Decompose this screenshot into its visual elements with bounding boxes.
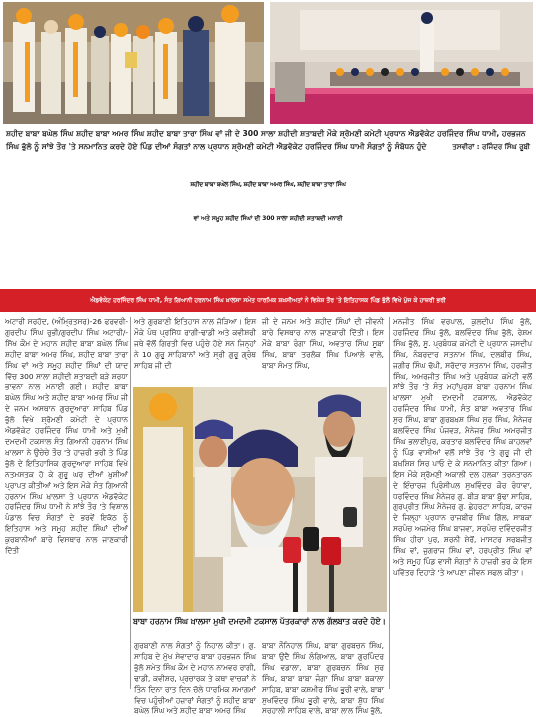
column-4-text: ਮਨਜੀਤ ਸਿੰਘ ਵਰਪਾਲ, ਕੁਲਦੀਪ ਸਿੰਘ ਭੁੱਲੋ, ਹਰਜਿੰਦਰ ਸਿੰਘ ਭੁੱਲੋ, ਬਲਵਿੰਦਰ ਸਿੰਘ ਭੁੱਲੋ, ਰੇਸ਼ਮ ਸਿੰਘ ਭੁੱਲੋ, ਸੂ. ਪ੍ਰਬੰਧਕ ਕਮੇਟੀ ਦੇ ਪ੍ਰਧਾਨ ਜਸਦੀਪ ਸਿੰਘ, ਨੰਬਰਦਾਰ ਸਤਨਾਮ ਸਿੰਘ, ਦਲਬੀਰ ਸਿੰਘ, ਜਗੀਰ ਸਿੰਘ ਢੱਪੀ, ਸਰੋਦਾਰ ਸਤਨਾਮ ਸਿੰਘ, ਹਰਜੀਤ ਸਿੰਘ, ਅਮਰਜੀਤ ਸਿੰਘ ਅਤੇ ਪ੍ਰਬੰਧਕ ਕਮੇਟੀ ਵਲੋਂ ਸਾਂਝੇ ਤੌਰ 'ਤੇ ਸੰਤ ਮਹਾਂਪੁਰਸ਼ ਬਾਬਾ ਹਰਨਾਮ ਸਿੰਘ ਖ਼ਾਲਸਾ ਮੁਖੀ ਦਮਦਮੀ ਟਕਸਾਲ, ਐਡਵੋਕੇਟ ਹਰਜਿੰਦਰ ਸਿੰਘ ਧਾਮੀ, ਸੰਤ ਬਾਬਾ ਅਵਤਾਰ ਸਿੰਘ ਸੁਰ ਸਿੰਘ, ਬਾਬਾ ਗੁਰਬਖ਼ਸ਼ ਸਿੰਘ ਸੁਰ ਸਿੰਘ, ਮੈਨੇਜਰ ਬਲਵਿੰਦਰ ਸਿੰਘ ਪੰਜਵੜ, ਮੈਨੇਜਰ ਸਿੰਘ ਅਮਰਜੀਤ ਸਿੰਘ ਭਲਾਈਪੁਰ, ਕਰਤਾਰ ਬਲਵਿੰਦਰ ਸਿੰਘ ਕਾਹਲਵਾਂ ਨੂੰ ਪਿੰਡ ਵਾਸੀਆਂ ਵਲੋਂ ਸਾਂਝੇ ਤੌਰ 'ਤੇ ਗੁਰੂ ਜੀ ਦੀ ਬਖ਼ਸ਼ਿਸ਼ ਸਿਰ ਪਾਓ ਦੇ ਕੇ ਸਨਮਾਨਿਤ ਕੀਤਾ ਗਿਆ। ਇਸ ਮੌਕੇ ਸ਼੍ਰੋਮਣੀ ਅਕਾਲੀ ਦਲ ਹਲਕਾ ਤਰਨਤਾਰਨ ਦੇ ਇੰਚਾਰਜ ਪ੍ਰਿੰਸੀਪਲ ਸੁਖਵਿੰਦਰ ਕੌਰ ਰੰਧਾਵਾ, ਧਰਵਿੰਦਰ ਸਿੰਘ ਮੈਨੇਜਰ ਗੁ. ਬੀੜ ਬਾਬਾ ਬੁੱਢਾ ਸਾਹਿਬ, ਗੁਰਪ੍ਰੀਤ ਸਿੰਘ ਮੈਨੇਜਰ ਗੁ. ਛੇਹਰਟਾ ਸਾਹਿਬ, ਕਾਰਜ ਦੇ ਜਿਲ੍ਹਾ ਪ੍ਰਧਾਨ ਰਾਜਬੀਰ ਸਿੰਘ ਗਿੱਲ, ਸਾਬਕਾ ਸਰਪੰਚ ਅਜਮੇਰ ਸਿੰਘ ਬਾਜਵਾ, ਸਰਪੰਚ ਦਵਿੰਦਰਜੀਤ ਸਿੰਘ ਹੀਰਾ ਪੁਰ, ਸ਼ਰਨੀ ਸ਼ੇਰੋਂ, ਮਾਸਟਰ ਸਰਬਜੀਤ ਸਿੰਘ ਵਾਂ, ਜੁਗਰਾਜ ਸਿੰਘ ਵਾਂ, ਹਰਪ੍ਰੀਤ ਸਿੰਘ ਵਾਂ ਅਤੇ ਸਮੂਹ ਪਿੰਡ ਵਾਸੀ ਸੰਗਤਾਂ ਨੇ ਹਾਜ਼ਰੀ ਭਰ ਕੇ ਇਸ ਪਵਿੱਤਰ ਦਿਹਾੜੇ 'ਤੇ ਆਪਣਾ ਜੀਵਨ ਸਫਲ ਕੀਤਾ। bbox=[393, 317, 532, 577]
photo-credit: ਤਸਵੀਰਾਂ : ਰਜਿੰਦਰ ਸਿੰਘ ਰੂਬੀ bbox=[452, 142, 530, 151]
column-divider bbox=[130, 317, 131, 689]
headline-line-2: ਵਾਂ ਅਤੇ ਸਮੂਹ ਸ਼ਹੀਦ ਸਿੰਘਾਂ ਦੀ 300 ਸਾਲਾ ਸ਼ਹੀਦੀ ਸ਼ਤਾਬਦੀ ਮਨਾਈ bbox=[193, 216, 343, 222]
caption-text: ਸ਼ਹੀਦ ਬਾਬਾ ਬਘੇਲ ਸਿੰਘ ਸ਼ਹੀਦ ਬਾਬਾ ਅਮਰ ਸਿੰਘ ਸ਼ਹੀਦ ਬਾਬਾ ਤਾਰਾ ਸਿੰਘ ਵਾਂ ਜੀ ਦੇ 300 ਸਾਲਾ ਸ਼ਹੀਦੀ ਸ਼ਤਾਬਦੀ ਮੌਕੇ ਸ਼੍ਰੋਮਣੀ ਕਮੇਟੀ ਪ੍ਰਧਾਨ ਐਡਵੋਕੇਟ ਹਰਜਿੰਦਰ ਸਿੰਘ ਧਾਮੀ, ਹਰਭਜਨ ਸਿੰਘ ਭੁੱਲੋ ਨੂੰ ਸਾਂਝੇ ਤੌਰ 'ਤੇ ਸਨਮਾਨਿਤ ਕਰਦੇ ਹੋਏ ਪਿੰਡ ਦੀਆਂ ਸੰਗਤਾਂ ਨਾਲ ਪ੍ਰਧਾਨ ਸ਼੍ਰੋਮਣੀ ਕਮੇਟੀ ਐਡਵੋਕੇਟ ਹਰਜਿੰਦਰ ਸਿੰਘ ਧਾਮੀ ਸੰਗਤਾਂ ਨੂੰ ਸੰਬੋਧਨ ਹੁੰਦੇ bbox=[6, 129, 526, 151]
headline-line-1: ਸ਼ਹੀਦ ਬਾਬਾ ਬਘੇਲ ਸਿੰਘ, ਸ਼ਹੀਦ ਬਾਬਾ ਅਮਰ ਸਿੰਘ, ਸ਼ਹੀਦ ਬਾਬਾ ਤਾਰਾ ਸਿੰਘ bbox=[190, 181, 346, 188]
article-column-3-bottom bbox=[262, 641, 384, 716]
photo-honoring-ceremony bbox=[3, 2, 264, 124]
article-column-4 bbox=[393, 317, 532, 692]
article-column-3-top bbox=[262, 317, 384, 383]
column-divider-right bbox=[389, 317, 390, 689]
subheadline-bar bbox=[0, 289, 536, 312]
column-2-bottom-text: ਗੁਰਬਾਣੀ ਨਾਲ ਸੰਗਤਾਂ ਨੂੰ ਨਿਹਾਲ ਕੀਤਾ। ਗੁ. ਸਾਹਿਬ ਦੇ ਮੁੱਖ ਸੇਵਾਦਾਰ ਬਾਬਾ ਹਰਭਜਨ ਸਿੰਘ ਭੁੱਲੋ ਸਮੇਤ ਸਿੰਘ ਕੌਮ ਦੇ ਮਹਾਨ ਨਾਮਵਰ ਰਾਗੀ, ਢਾਡੀ, ਕਵੀਸ਼ਰ, ਪ੍ਰਚਾਰਕ ਤੇ ਕਥਾ ਵਾਚਕਾਂ ਨੇ ਤਿੰਨ ਦਿਨਾ ਰਾਤ ਦਿਨ ਚੱਲੇ ਧਾਰਮਿਕ ਸਮਾਗਮਾਂ ਵਿਚ ਪਹੁੰਚੀਆਂ ਹਜ਼ਾਰਾਂ ਸੰਗਤਾਂ ਨੂੰ ਸ਼ਹੀਦ ਬਾਬਾ ਬਘੇਲ ਸਿੰਘ ਅਤੇ ਸ਼ਹੀਦ ਬਾਬਾ ਅਮਰ ਸਿੰਘ bbox=[134, 641, 256, 716]
article-column-1 bbox=[5, 317, 128, 692]
column-2-top-text: ਅਤੇ ਗੁਰਬਾਣੀ ਇਤਿਹਾਸ ਨਾਲ ਜੋੜਿਆ। ਇਸ ਮੌਕੇ ਪੰਥ ਪ੍ਰਸਿੱਧ ਰਾਗੀ-ਢਾਡੀ ਅਤੇ ਕਵੀਸ਼ਰੀ ਜਥੇ ਵੱਲੋਂ ਗਿਰਤੀ ਵਿਚ ਪਹੁੰਚੇ ਹੋਏ ਸਨ ਜਿਨ੍ਹਾਂ ਨੇ 10 ਗੁਰੂ ਸਾਹਿਬਾਨਾਂ ਅਤੇ ਸ੍ਰੀ ਗੁਰੂ ਗ੍ਰੰਥ ਸਾਹਿਬ ਜੀ ਦੀ bbox=[134, 317, 256, 370]
column-1-text: ਅਟਾਰੀ ਸਰਹੱਦ, (ਅੰਮ੍ਰਿਤਸਰ)-26 ਫਰਵਰੀ-ਗੁਰਦੀਪ ਸਿੰਘ ਰੁਭੀ/ਗੁਰਦੀਪ ਸਿੰਘ ਅਟਾਰੀ/-ਸਿੱਖ ਕੌਮ ਦੇ ਮਹਾਨ ਸ਼ਹੀਦ ਬਾਬਾ ਬਘੇਲ ਸਿੰਘ ਸ਼ਹੀਦ ਬਾਬਾ ਅਮਰ ਸਿੰਘ, ਸ਼ਹੀਦ ਬਾਬਾ ਤਾਰਾ ਸਿੰਘ ਵਾਂ ਅਤੇ ਸਮੂਹ ਸ਼ਹੀਦ ਸਿੰਘਾਂ ਦੀ ਯਾਦ ਵਿੱਚ 300 ਸਾਲਾ ਸ਼ਹੀਦੀ ਸ਼ਤਾਬਦੀ ਬੜੇ ਸ਼ਰਧਾ ਭਾਵਨਾ ਨਾਲ ਮਨਾਈ ਗਈ। ਸ਼ਹੀਦ ਬਾਬਾ ਬਘੇਲ ਸਿੰਘ ਅਤੇ ਸ਼ਹੀਦ ਬਾਬਾ ਅਮਰ ਸਿੰਘ ਜੀ ਦੇ ਜਨਮ ਅਸਥਾਨ ਗੁਰਦੁਆਰਾ ਸਾਹਿਬ ਪਿੰਡ ਭੁੱਲੋ ਵਿਖੇ ਸ਼੍ਰੋਮਣੀ ਕਮੇਟੀ ਦੇ ਪ੍ਰਧਾਨ ਐਡਵੋਕੇਟ ਹਰਜਿੰਦਰ ਸਿੰਘ ਧਾਮੀ ਅਤੇ ਮੁਖੀ ਦਮਦਮੀ ਟਕਸਾਲ ਸੰਤ ਗਿਆਨੀ ਹਰਨਾਮ ਸਿੰਘ ਖ਼ਾਲਸਾ ਨੇ ਉਚੇਚੇ ਤੌਰ 'ਤੇ ਹਾਜ਼ਰੀ ਭਰੀ ਤੇ ਪਿੰਡ ਭੁੱਲੋ ਦੇ ਇਤਿਹਾਸਿਕ ਗੁਰਦੁਆਰਾ ਸਾਹਿਬ ਵਿਖੇ ਨਤਮਸਤਕ ਹੋ ਕੇ ਗੁਰੂ ਘਰ ਦੀਆਂ ਖ਼ੁਸ਼ੀਆਂ ਪ੍ਰਾਪਤ ਕੀਤੀਆਂ ਅਤੇ ਇਸ ਮੌਕੇ ਸੰਤ ਗਿਆਨੀ ਹਰਨਾਮ ਸਿੰਘ ਖ਼ਾਲਸਾ ਤੇ ਪ੍ਰਧਾਨ ਐਡਵੋਕੇਟ ਹਰਜਿੰਦਰ ਸਿੰਘ ਧਾਮੀ ਨੇ ਸਾਂਝੇ ਤੌਰ 'ਤੇ ਵਿਸ਼ਾਲ ਪੰਡਾਲ ਵਿਚ ਸੰਗਤਾਂ ਦੇ ਭਰਵੇਂ ਇਕੱਠ ਨੂੰ ਇਤਿਹਾਸ ਅਤੇ ਸਮੂਹ ਸ਼ਹੀਦ ਸਿੰਘਾਂ ਦੀਆਂ ਕੁਰਬਾਨੀਆਂ ਬਾਰੇ ਵਿਸਥਾਰ ਨਾਲ ਜਾਣਕਾਰੀ ਦਿੱਤੀ bbox=[5, 317, 128, 556]
column-3-top-text: ਜੀ ਦੇ ਜਨਮ ਅਤੇ ਸ਼ਹੀਦ ਸਿੰਘਾਂ ਦੀ ਜੀਵਨੀ ਬਾਰੇ ਵਿਸਥਾਰ ਨਾਲ ਜਾਣਕਾਰੀ ਦਿੱਤੀ। ਇਸ ਮੌਕੇ ਬਾਬਾ ਰੰਗਾ ਸਿੰਘ, ਅਵਤਾਰ ਸਿੰਘ ਸੂਬਾ ਸਿੰਘ, ਬਾਬਾ ਤਰਲੋਕ ਸਿੰਘ ਪਿਆਲੇ ਵਾਲੇ, ਬਾਬਾ ਸੰਮਤ ਸਿੰਘ, bbox=[262, 317, 384, 370]
subheadline-text: ਐਡਵੋਕੇਟ ਹਰਜਿੰਦਰ ਸਿੰਘ ਧਾਮੀ, ਸੰਤ ਗਿਆਨੀ ਹਰਨਾਮ ਸਿੰਘ ਖ਼ਾਲਸਾ ਸਮੇਤ ਧਾਰਮਿਕ ਸ਼ਖ਼ਸੀਅਤਾਂ ਨੇ ਵਿਸ਼ੇਸ਼ ਤੌਰ 'ਤੇ ਇਤਿਹਾਸਕ ਪਿੰਡ ਭੁੱਲੋ ਵਿਖੇ ਪੁੱਜ ਕੇ ਹਾਜ਼ਰੀ ਭਰੀ bbox=[90, 297, 446, 304]
column-3-bottom-text: ਬਾਬਾ ਨੌਨਿਹਾਲ ਸਿੰਘ, ਬਾਬਾ ਗੁਰਬਚਨ ਸਿੰਘ, ਬਾਬਾ ਉਦੈ ਸਿੰਘ ਲੰਗਿਆਲ, ਬਾਬਾ ਗੁਰਪਿੰਦਰ ਸਿੰਘ ਵਡਾਲਾ, ਬਾਬਾ ਗੁਰਬਚਨ ਸਿੰਘ ਸੁਰ ਸਿੰਘ, ਬਾਬਾ ਬਾਬਾ ਜੰਗਾ ਸਿੰਘ ਬਾਬਾ ਬਕਾਲਾ ਸਾਹਿਬ, ਬਾਬਾ ਕਸ਼ਮੀਰ ਸਿੰਘ ਭੂਰੀ ਵਾਲੇ, ਬਾਬਾ ਸੁਖਵਿੰਦਰ ਸਿੰਘ ਭੂਰੀ ਵਾਲੇ, ਬਾਬਾ ਸ਼ੁੱਧ ਸਿੰਘ ਸਰਹਾਲੀ ਸਾਹਿਬ ਵਾਲੇ, ਬਾਬਾ ਲਾਲ ਸਿੰਘ ਭੁੱਲੋ, bbox=[262, 641, 384, 716]
photo-stage-address bbox=[270, 2, 533, 124]
photo-press-talk-caption: ਬਾਬਾ ਹਰਨਾਮ ਸਿੰਘ ਖ਼ਾਲਸਾ ਮੁਖੀ ਦਮਦਮੀ ਟਕਸਾਲ ਪੱਤਰਕਾਰਾਂ ਨਾਲ ਗੱਲਬਾਤ ਕਰਦੇ ਹੋਏ। bbox=[133, 617, 386, 626]
photo-caption-top bbox=[6, 128, 530, 153]
article-column-2-bottom bbox=[134, 641, 256, 716]
headline bbox=[0, 168, 536, 236]
article-column-2-top bbox=[134, 317, 256, 383]
photo-press-talk bbox=[133, 387, 387, 612]
